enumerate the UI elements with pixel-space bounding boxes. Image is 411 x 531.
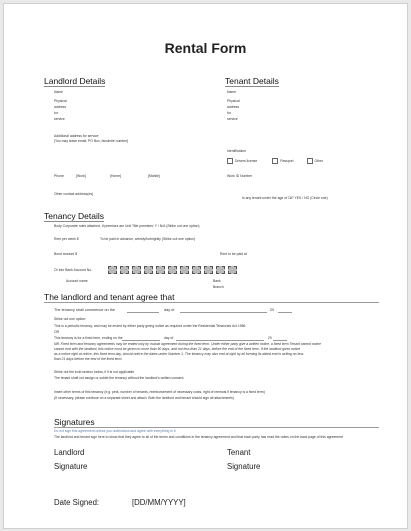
no-sublet-line: The tenant shall not assign or sublet the tenancy without the landlord's written consent. — [54, 376, 185, 380]
commence-line-start: The tenancy shall commence on the — [54, 308, 115, 312]
strike-out-note: Strike out one option: — [54, 317, 87, 321]
date-signed-label: Date Signed: — [54, 498, 100, 507]
landlord-address-label-2: address — [54, 105, 67, 109]
commence-line-year: 20 — [270, 308, 275, 312]
account-digit-box-2[interactable] — [120, 266, 129, 274]
fixed-term-line-year: 20 — [268, 336, 272, 340]
tenant-address-label-4: service — [227, 117, 238, 121]
fixed-term-year-field[interactable] — [273, 340, 287, 341]
tenant-name-label: Name — [227, 90, 237, 94]
account-digit-box-5[interactable] — [156, 266, 165, 274]
periodic-tenancy-line: This is a periodic tenancy, and may be ended by either party giving notice as required under the Residential Tenancies Act 1986 — [54, 324, 246, 328]
tenant-address-label-3: for — [227, 111, 231, 115]
other-id-label: Other — [314, 158, 324, 163]
landlord-heading: Landlord Details — [44, 76, 106, 86]
tenant-heading: Tenant Details — [225, 76, 279, 86]
landlord-phone-work: [Work] — [76, 174, 86, 178]
other-id-checkbox[interactable] — [307, 158, 313, 164]
landlord-other-contact-label: Other contact address(es) — [54, 192, 94, 196]
rental-form-page — [3, 3, 408, 529]
tenant-signature-role: Tenant — [227, 448, 251, 457]
form-title: Rental Form — [164, 40, 247, 56]
commence-day-field[interactable] — [127, 312, 159, 313]
tenant-signature-label: Signature — [227, 462, 261, 471]
account-digit-box-11[interactable] — [228, 266, 237, 274]
landlord-additional-label: Additional address for service — [54, 134, 99, 138]
commence-month-field[interactable] — [180, 312, 267, 313]
account-digit-box-9[interactable] — [204, 266, 213, 274]
tenant-work-id-label: Work ID Number — [227, 174, 253, 178]
or-separator: OR — [54, 330, 60, 334]
landlord-phone-home: [Home] — [110, 174, 121, 178]
rent-per-week-label: Rent per week $ — [54, 237, 79, 241]
sign-agreement-note: The landlord and tenant sign here to show that they agree to all of the terms and conditions in the tenancy agreement and that each party has read the notes on the back page of this agreement — [54, 435, 343, 439]
account-digit-box-8[interactable] — [192, 266, 201, 274]
tenant-id-options — [227, 158, 323, 164]
account-digit-box-4[interactable] — [144, 266, 153, 274]
bank-label: Bank — [213, 279, 221, 283]
other-terms-line: Insert other terms of this tenancy (e.g. pets, number of tenants, reimbursement of necessary costs, right of renewal if tenancy is a fixed term) — [54, 390, 265, 394]
landlord-address-label-3: for — [54, 111, 58, 115]
bond-amount-label: Bond amount $ — [54, 252, 77, 256]
fixed-term-month-field[interactable] — [176, 340, 264, 341]
nb-line-3: as a notice right at notice, this fixed term day, should notice the dates under Number 1. The tenancy may also end at right by all forming its dated end in writing no less — [54, 352, 304, 356]
tenancy-heading: Tenancy Details — [44, 211, 105, 221]
agreement-heading-rule — [44, 302, 379, 303]
landlord-additional-hint: [You may leave email, PO Box, facsimile number] — [54, 139, 129, 143]
tenant-address-label-1: Physical — [227, 99, 240, 103]
passport-checkbox[interactable] — [272, 158, 278, 164]
rent-paid-at-label: Rent to be paid at — [220, 252, 247, 256]
drivers-license-checkbox[interactable] — [227, 158, 233, 164]
nb-line-1: NB: Fixed term and tenancy agreements may be ended only by mutual agreement during the fixed term. Under either party give a written notice, a fixed term Tenant cannot notice — [54, 342, 321, 346]
tenant-age-question: Is any tenant under the age of 18? YES / NO (Circle one) — [242, 196, 328, 200]
commence-year-field[interactable] — [278, 312, 292, 313]
commence-line-mid: day of — [164, 308, 175, 312]
branch-label: Branch — [213, 285, 224, 289]
account-digit-box-3[interactable] — [132, 266, 141, 274]
landlord-signature-role: Landlord — [54, 448, 85, 457]
drivers-license-label: Drivers license — [235, 158, 258, 163]
landlord-address-label-4: service — [54, 117, 65, 121]
tenant-address-label-2: address — [227, 105, 240, 109]
bank-account-label: Or into Bank Account No. — [54, 268, 93, 272]
body-corporate-line: Body Corporate rules attached, if premises are Unit Title premises: Y / N/A (Strike out one option) — [54, 224, 200, 228]
do-not-sign-note: Do not sign this agreement unless you understand and agree with everything in it — [54, 429, 176, 433]
account-digit-box-10[interactable] — [216, 266, 225, 274]
passport-label: Passport — [280, 158, 294, 163]
nb-line-2: cannot end with the landlord, this notice must be given no more than 90 days, and not less than 21 days, before the end of the fixed term. If the landlord gives notice — [54, 347, 301, 351]
fixed-term-day-field[interactable] — [122, 340, 160, 341]
account-digit-box-6[interactable] — [168, 266, 177, 274]
account-digit-box-1[interactable] — [108, 266, 117, 274]
tenant-identification-label: Identification — [227, 149, 247, 153]
landlord-phone-mobile: [Mobile] — [148, 174, 160, 178]
account-name-label: Account name — [66, 279, 88, 283]
landlord-address-label-1: Physical — [54, 99, 67, 103]
date-signed-field[interactable]: [DD/MM/YYYY] — [132, 498, 186, 507]
landlord-signature-label: Signature — [54, 462, 88, 471]
nb-line-4: than 21 days before the end of the fixed term. — [54, 357, 123, 361]
signatures-heading-rule — [54, 427, 379, 428]
signatures-heading: Signatures — [54, 417, 95, 427]
account-digit-box-7[interactable] — [180, 266, 189, 274]
strike-bold-note: Strike out the bold section below, if it is not applicable — [54, 370, 135, 374]
landlord-phone-label: Phone — [54, 174, 64, 178]
landlord-name-label: Name — [54, 90, 64, 94]
continue-sheet-line: (If necessary, please continue on a separate sheet and attach. Both the landlord and tenant should sign all attachments) — [54, 396, 234, 400]
fixed-term-line-mid: day of — [164, 336, 174, 340]
fixed-term-line-start: This tenancy is for a fixed term, ending on the — [54, 336, 123, 340]
agreement-heading: The landlord and tenant agree that — [44, 292, 175, 302]
rent-payment-frequency: To be paid in advance, weekly/fortnightly (Strike out one option) — [100, 237, 196, 241]
